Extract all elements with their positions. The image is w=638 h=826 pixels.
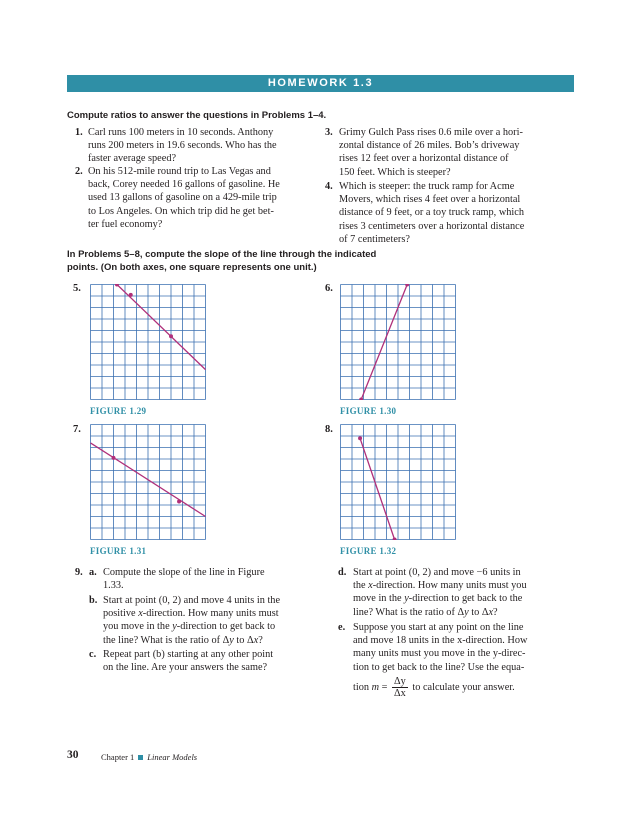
problem-line: of 7 centimeters? (339, 233, 410, 245)
problem-line: positive x-direction. How many units must (103, 608, 279, 620)
problem-2 (67, 165, 307, 231)
figure-caption: FIGURE 1.29 (90, 406, 147, 416)
problem-line: Start at point (0, 2) and move 4 units in the (103, 595, 281, 606)
section-title: Linear Models (147, 752, 198, 762)
problem-line: on the line. Are your answers the same? (103, 662, 268, 674)
instructions-slopes (67, 248, 376, 274)
problem-line: 1.33. (103, 580, 124, 592)
instructions-line: points. (On both axes, one square represents one unit.) (67, 262, 317, 273)
problem-line: Compute the slope of the line in Figure (103, 567, 265, 578)
problem-line: runs 200 meters in 19.6 seconds. Who has the (88, 140, 277, 152)
footer-chapter (101, 752, 197, 762)
slope-fraction: $\frac{\Delta y}{\Delta x}$ (394, 675, 406, 699)
part-label: a. (89, 567, 97, 578)
problem-line: tion m = $\frac{\Delta y}{\Delta x}$ to calculate your answer. (353, 675, 515, 699)
problem-9-number: 9. (75, 567, 83, 578)
problem-line: 150 feet. Which is steeper? (339, 166, 451, 178)
problem-line: move in the y-direction to get back to the (353, 593, 523, 605)
problem-line: ter fuel economy? (88, 218, 163, 230)
figure-8-label: 8. (325, 424, 333, 435)
problem-line: Movers, which rises 4 feet over a horizontal (339, 194, 521, 206)
problem-1 (67, 126, 307, 166)
problem-line: the line? What is the ratio of Δy to Δx? (103, 634, 263, 646)
problem-line: faster average speed? (88, 153, 177, 165)
figure-5-graph (90, 284, 206, 400)
instructions-line: In Problems 5–8, compute the slope of the line through the indicated (67, 249, 377, 260)
problem-line: Suppose you start at any point on the line (353, 622, 524, 633)
problem-line: Carl runs 100 meters in 10 seconds. Anthony (88, 127, 274, 138)
problem-9a (89, 566, 309, 592)
problem-number: 2. (75, 166, 83, 177)
plotted-point (405, 284, 409, 287)
part-label: e. (338, 622, 346, 633)
problem-line: Which is steeper: the truck ramp for Acme (339, 181, 515, 192)
problem-number: 3. (325, 127, 333, 138)
figure-6-graph (340, 284, 456, 400)
figure-7-graph (90, 424, 206, 540)
problem-line: Start at point (0, 2) and move −6 units in (353, 567, 521, 578)
plotted-point (359, 398, 363, 401)
instructions-ratios: Compute ratios to answer the questions in Problems 1–4. (67, 110, 327, 121)
problem-line: rises 3 centimeters over a horizontal distance (339, 220, 525, 232)
problem-4 (325, 180, 575, 246)
plotted-point (129, 293, 133, 297)
figure-6-label: 6. (325, 283, 333, 294)
page-number: 30 (67, 749, 79, 761)
figure-caption: FIGURE 1.31 (90, 546, 147, 556)
part-label: d. (338, 567, 347, 578)
problem-line: Grimy Gulch Pass rises 0.6 mile over a hori- (339, 127, 523, 138)
problem-line: On his 512-mile round trip to Las Vegas and (88, 166, 271, 177)
plotted-line (360, 438, 395, 539)
problem-line: and move 18 units in the x-direction. How (353, 635, 528, 647)
plotted-line (117, 285, 206, 370)
chapter-label: Chapter 1 (101, 752, 135, 762)
problem-line: line? What is the ratio of Δy to Δx? (353, 606, 498, 618)
problem-9c (89, 648, 309, 674)
problem-line: you move in the y-direction to get back to (103, 621, 276, 633)
problem-9b (89, 594, 309, 647)
plotted-point (393, 538, 397, 541)
problem-3 (325, 126, 575, 179)
problem-line: the x-direction. How many units must you (353, 580, 527, 592)
problem-line: tion to get back to the line? Use the equa- (353, 661, 525, 673)
plotted-point (112, 456, 116, 460)
problem-line: zontal distance of 26 miles. Bob’s driveway (339, 140, 520, 152)
figure-caption: FIGURE 1.32 (340, 546, 397, 556)
part-label: b. (89, 595, 98, 606)
problem-line: Repeat part (b) starting at any other point (103, 649, 274, 660)
homework-banner: HOMEWORK 1.3 (67, 75, 574, 92)
problem-line: rises 12 feet over a horizontal distance of (339, 153, 509, 165)
figure-7-label: 7. (73, 424, 81, 435)
problem-number: 1. (75, 127, 83, 138)
figure-5-label: 5. (73, 283, 81, 294)
problem-number: 4. (325, 181, 333, 192)
problem-line: distance of 9 feet, or a toy truck ramp, which (339, 207, 524, 219)
plotted-point (177, 500, 181, 504)
figure-caption: FIGURE 1.30 (340, 406, 397, 416)
problem-line: used 13 gallons of gasoline on a 429-mile trip (88, 192, 277, 204)
problem-9d (338, 566, 578, 619)
problem-line: to Los Angeles. On which trip did he get bet- (88, 205, 274, 217)
square-bullet-icon (138, 755, 143, 760)
problem-line: many units must you move in the y-direc- (353, 648, 526, 660)
plotted-point (358, 436, 362, 440)
problem-line: back, Corey needed 16 gallons of gasoline. He (88, 179, 280, 191)
part-label: c. (89, 649, 97, 660)
problem-9e (338, 621, 578, 699)
figure-8-graph (340, 424, 456, 540)
plotted-point (169, 334, 173, 338)
